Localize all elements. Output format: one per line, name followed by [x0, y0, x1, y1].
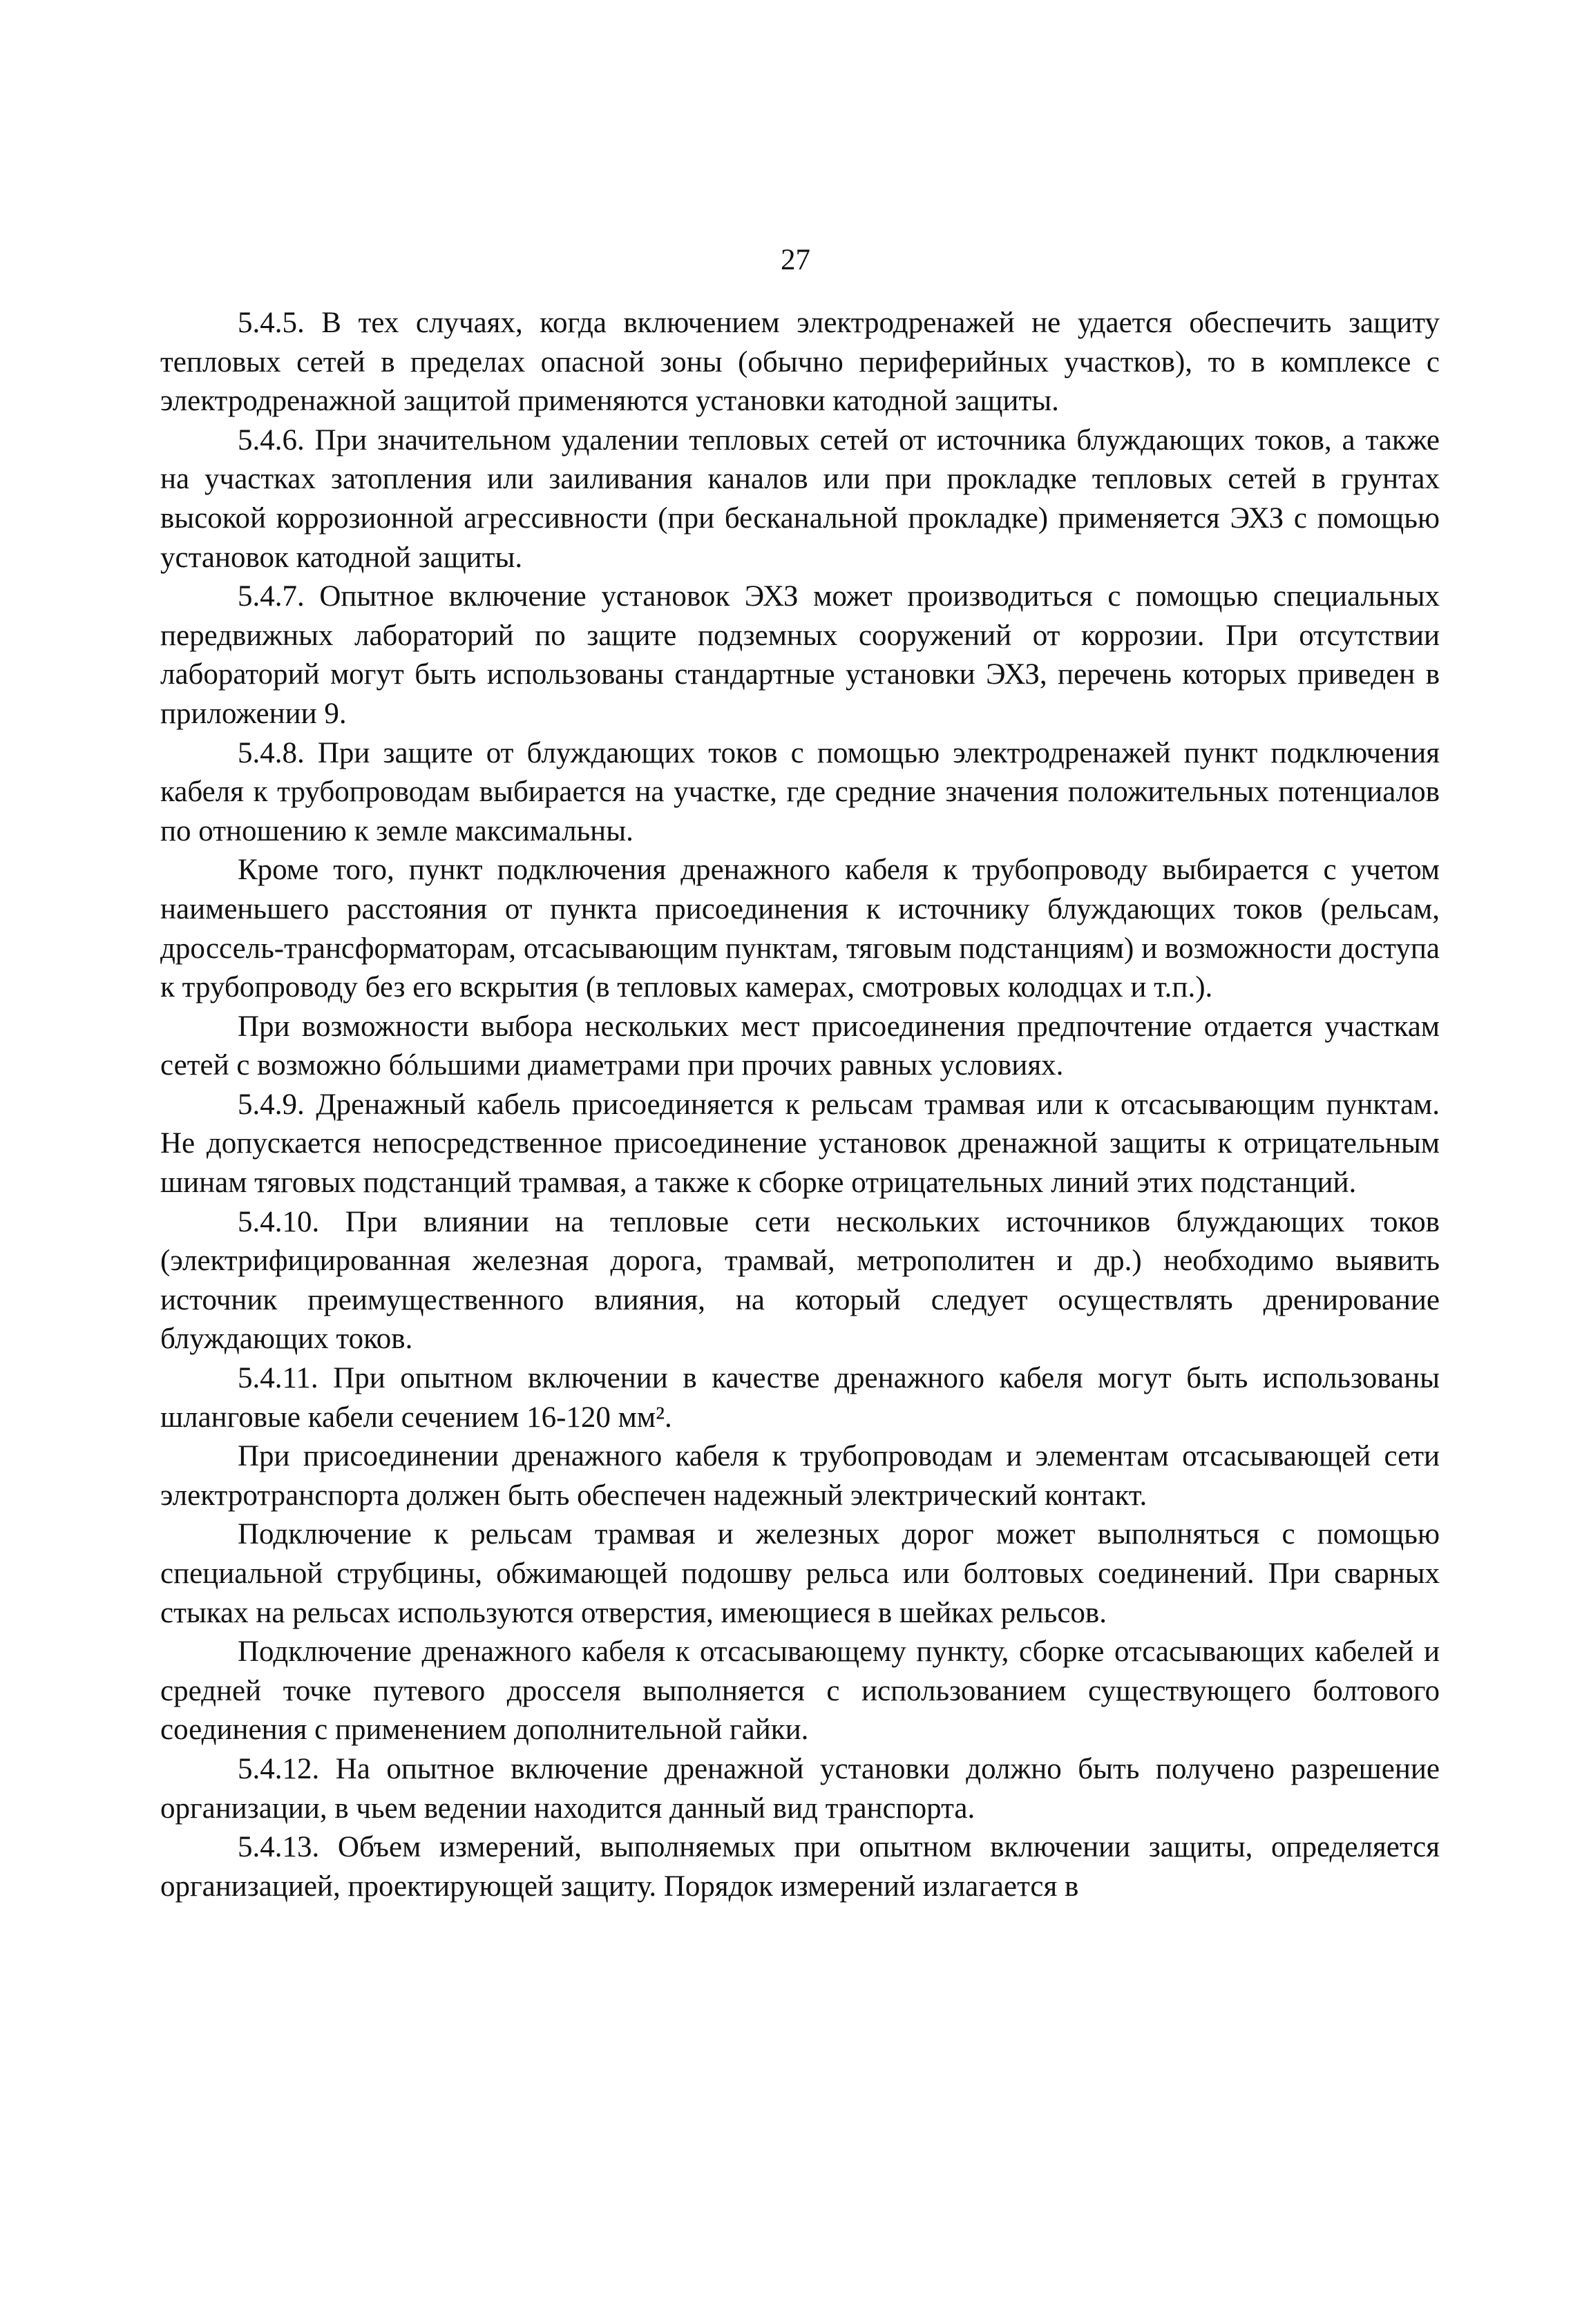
paragraph-5-4-8: 5.4.8. При защите от блуждающих токов с помощью электродренажей пункт подключения кабеля к трубопроводам выбирается на участке, где средние значения положительных потенциалов по отношению к земле максимальны. [160, 736, 1440, 847]
paragraph-5-4-6: 5.4.6. При значительном удалении тепловых сетей от источника блуждающих токов, а также на участках затопления или заиливания каналов или при прокладке тепловых сетей в грунтах высокой коррозионной агрессивности (при бесканальной прокладке) применяется ЭХЗ с помощью установок катодной защиты. [160, 423, 1440, 574]
document-body [160, 304, 1440, 1906]
paragraph-connection-preference: При возможности выбора нескольких мест присоединения предпочтение отдается участкам сетей с возможно бóльшими диаметрами при прочих равных условиях. [160, 1010, 1440, 1082]
paragraph-5-4-5: 5.4.5. В тех случаях, когда включением электродренажей не удается обеспечить защиту тепловых сетей в пределах опасной зоны (обычно периферийных участков), то в комплексе с электродренажной защитой применяются установки катодной защиты. [160, 307, 1440, 418]
paragraph-5-4-9: 5.4.9. Дренажный кабель присоединяется к рельсам трамвая или к отсасывающим пунктам. Не допускается непосредственное присоединение установок дренажной защиты к отрицательным шинам тяговых подстанций трамвая, а также к сборке отрицательных линий этих подстанций. [160, 1088, 1440, 1200]
paragraph-5-4-11: 5.4.11. При опытном включении в качестве дренажного кабеля могут быть использованы шланговые кабели сечением 16-120 мм². [160, 1362, 1440, 1434]
paragraph-5-4-7: 5.4.7. Опытное включение установок ЭХЗ может производиться с помощью специальных передвижных лабораторий по защите подземных сооружений от коррозии. При отсутствии лабораторий могут быть использованы стандартные установки ЭХЗ, перечень которых приведен в приложении 9. [160, 580, 1440, 730]
page-number: 27 [781, 244, 810, 276]
paragraph-cable-connection-point: Кроме того, пункт подключения дренажного кабеля к трубопроводу выбирается с учетом наименьшего расстояния от пункта присоединения к источнику блуждающих токов (рельсам, дроссель-трансформаторам, отсасывающим пунктам, тяговым подстанциям) и возможности доступа к трубопроводу без его вскрытия (в тепловых камерах, смотровых колодцах и т.п.). [160, 854, 1440, 1004]
paragraph-suction-point-connection: Подключение дренажного кабеля к отсасывающему пункту, сборке отсасывающих кабелей и средней точке путевого дросселя выполняется с использованием существующего болтового соединения с применением дополнительной гайки. [160, 1635, 1440, 1747]
paragraph-rail-connection: Подключение к рельсам трамвая и железных дорог может выполняться с помощью специальной струбцины, обжимающей подошву рельса или болтовых соединений. При сварных стыках на рельсах используются отверстия, имеющиеся в шейках рельсов. [160, 1518, 1440, 1629]
paragraph-electrical-contact: При присоединении дренажного кабеля к трубопроводам и элементам отсасывающей сети электротранспорта должен быть обеспечен надежный электрический контакт. [160, 1440, 1440, 1512]
paragraph-5-4-10: 5.4.10. При влиянии на тепловые сети нескольких источников блуждающих токов (электрифицированная железная дорога, трамвай, метрополитен и др.) необходимо выявить источник преимущественного влияния, на который следует осуществлять дренирование блуждающих токов. [160, 1205, 1440, 1356]
paragraph-5-4-12: 5.4.12. На опытное включение дренажной установки должно быть получено разрешение организации, в чьем ведении находится данный вид транспорта. [160, 1752, 1440, 1825]
paragraph-5-4-13: 5.4.13. Объем измерений, выполняемых при опытном включении защиты, определяется организацией, проектирующей защиту. Порядок измерений излагается в [160, 1831, 1440, 1903]
